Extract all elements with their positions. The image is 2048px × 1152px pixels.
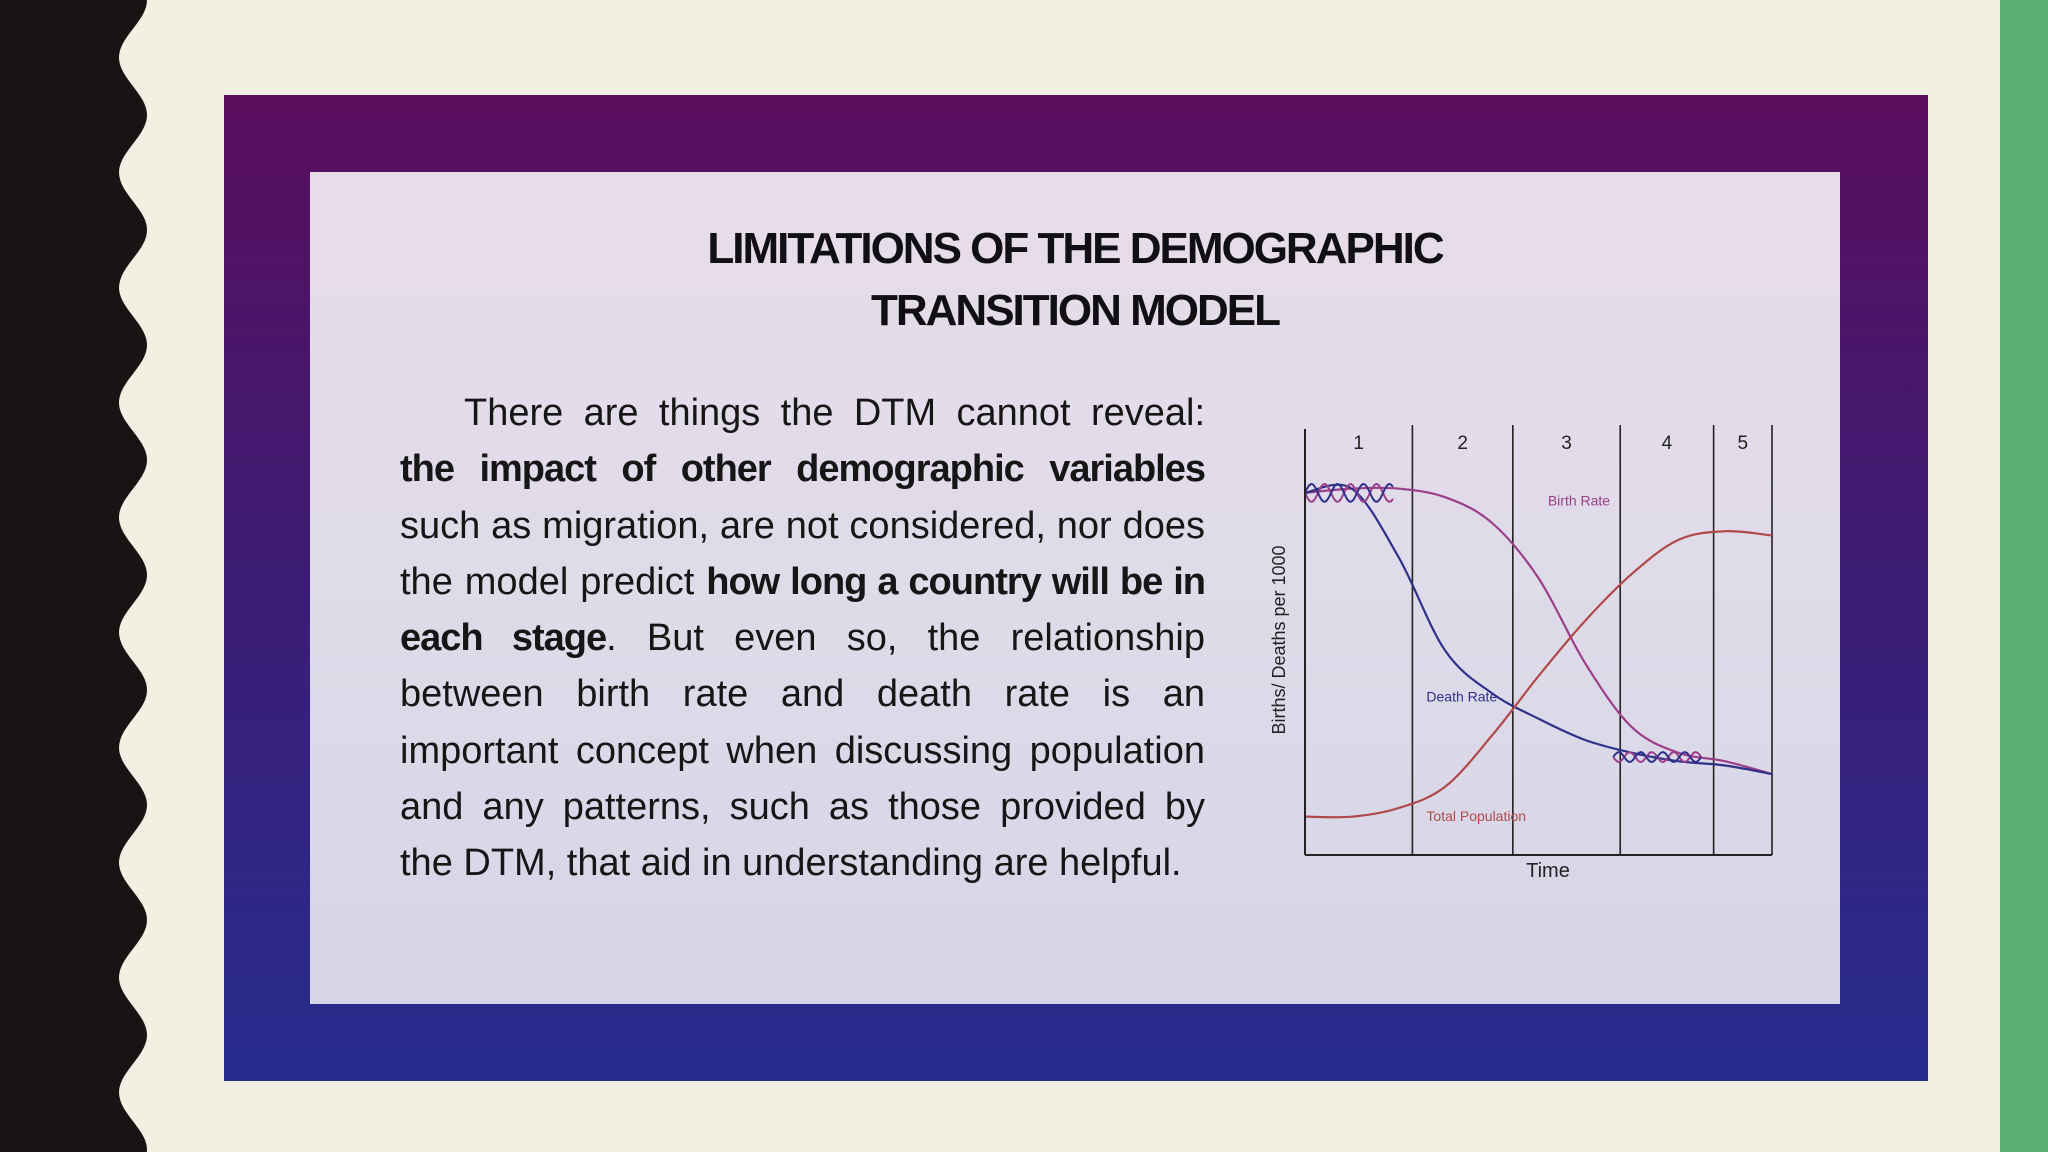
title-line-1: LIMITATIONS OF THE DEMOGRAPHIC <box>707 224 1443 273</box>
stage-dividers <box>1412 425 1772 855</box>
body-bold-2: how long a country will be in each stage <box>400 560 1205 660</box>
total-population-label: Total Population <box>1426 807 1527 824</box>
birth-rate-label: Birth Rate <box>1547 492 1611 509</box>
y-axis-label: Births/ Deaths per 1000 <box>1269 545 1289 735</box>
dtm-chart <box>1255 415 1795 895</box>
stage-label-3: 3 <box>1561 433 1572 454</box>
stage-label-5: 5 <box>1737 433 1749 454</box>
stage-label-1: 1 <box>1353 433 1364 454</box>
stage-label-2: 2 <box>1457 433 1468 454</box>
stage-label-4: 4 <box>1661 433 1673 454</box>
body-bold-1: the impact of other demographic variables <box>400 448 1205 491</box>
right-accent-bar <box>2000 0 2048 1152</box>
birth-rate-line <box>1305 488 1772 774</box>
death-rate-label: Death Rate <box>1426 688 1498 705</box>
body-text-2: such as migration, are not considered, nor does the model predict <box>400 504 1205 603</box>
body-text-1: There are things the DTM cannot reveal: <box>464 392 1205 434</box>
left-wave-decoration <box>0 0 160 1152</box>
body-text-3: . But even so, the relationship between birth rate and death rate is an important concept when discussing population and any patterns, such as those provided by the DTM, that aid in understanding are helpful. <box>400 617 1205 885</box>
body-paragraph <box>400 385 1205 892</box>
total-population-line <box>1305 531 1772 817</box>
series-lines <box>1305 484 1772 817</box>
title-line-2: TRANSITION MODEL <box>871 286 1279 335</box>
death-rate-line <box>1305 485 1772 774</box>
x-axis-label: Time <box>1526 860 1570 882</box>
slide-title <box>310 218 1840 342</box>
